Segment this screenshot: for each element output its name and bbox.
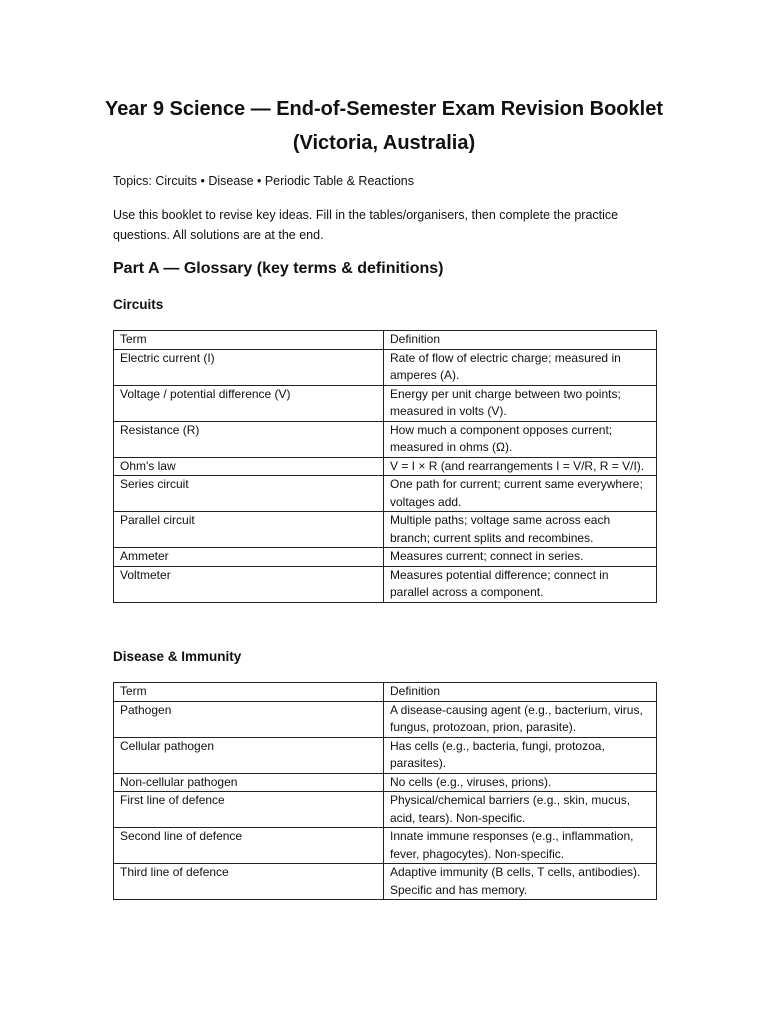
column-header-term: Term [114,331,384,350]
table-row [114,512,657,548]
definition-cell: Energy per unit charge between two points; measured in volts (V). [384,385,657,421]
definition-cell: V = I × R (and rearrangements I = V/R, R = V/I). [384,457,657,476]
term-cell: Resistance (R) [114,421,384,457]
table-row [114,349,657,385]
term-cell: Voltmeter [114,566,384,602]
table-row [114,864,657,900]
definition-cell: One path for current; current same everywhere; voltages add. [384,476,657,512]
column-header-definition: Definition [384,331,657,350]
definition-cell: Physical/chemical barriers (e.g., skin, mucus, acid, tears). Non-specific. [384,792,657,828]
definition-cell: Multiple paths; voltage same across each branch; current splits and recombines. [384,512,657,548]
table-row [114,701,657,737]
circuits-glossary-table [113,330,657,603]
term-cell: Ammeter [114,548,384,567]
table-row [114,385,657,421]
column-header-definition: Definition [384,683,657,702]
intro-paragraph: Use this booklet to revise key ideas. Fill in the tables/organisers, then complete the practice questions. All solutions are at the end. [113,208,619,242]
table-row [114,548,657,567]
definition-cell: A disease-causing agent (e.g., bacterium, virus, fungus, protozoan, prion, parasite). [384,701,657,737]
table-row [114,457,657,476]
column-header-term: Term [114,683,384,702]
definition-cell: Adaptive immunity (B cells, T cells, antibodies). Specific and has memory. [384,864,657,900]
disease-immunity-heading: Disease & Immunity [113,649,242,664]
term-cell: Second line of defence [114,828,384,864]
term-cell: First line of defence [114,792,384,828]
disease-glossary-table [113,682,657,900]
title-line-1: Year 9 Science — End-of-Semester Exam Revision Booklet [105,98,663,120]
table-row [114,792,657,828]
table-row [114,828,657,864]
document-title [100,92,668,160]
table-row [114,476,657,512]
term-cell: Pathogen [114,701,384,737]
term-cell: Electric current (I) [114,349,384,385]
title-line-2: (Victoria, Australia) [292,132,476,154]
definition-cell: Rate of flow of electric charge; measured in amperes (A). [384,349,657,385]
definition-cell: No cells (e.g., viruses, prions). [384,773,657,792]
definition-cell: Innate immune responses (e.g., inflammation, fever, phagocytes). Non-specific. [384,828,657,864]
part-a-heading: Part A — Glossary (key terms & definitions) [113,260,444,277]
definition-cell: Measures current; connect in series. [384,548,657,567]
term-cell: Voltage / potential difference (V) [114,385,384,421]
table-row [114,773,657,792]
definition-cell: Has cells (e.g., bacteria, fungi, protozoa, parasites). [384,737,657,773]
term-cell: Ohm's law [114,457,384,476]
term-cell: Third line of defence [114,864,384,900]
definition-cell: Measures potential difference; connect in parallel across a component. [384,566,657,602]
table-header-row [114,331,657,350]
table-header-row [114,683,657,702]
circuits-heading: Circuits [113,297,164,312]
table-row [114,737,657,773]
table-row [114,421,657,457]
term-cell: Non-cellular pathogen [114,773,384,792]
term-cell: Parallel circuit [114,512,384,548]
term-cell: Cellular pathogen [114,737,384,773]
topics-line: Topics: Circuits • Disease • Periodic Table & Reactions [113,174,415,188]
table-row [114,566,657,602]
term-cell: Series circuit [114,476,384,512]
definition-cell: How much a component opposes current; measured in ohms (Ω). [384,421,657,457]
